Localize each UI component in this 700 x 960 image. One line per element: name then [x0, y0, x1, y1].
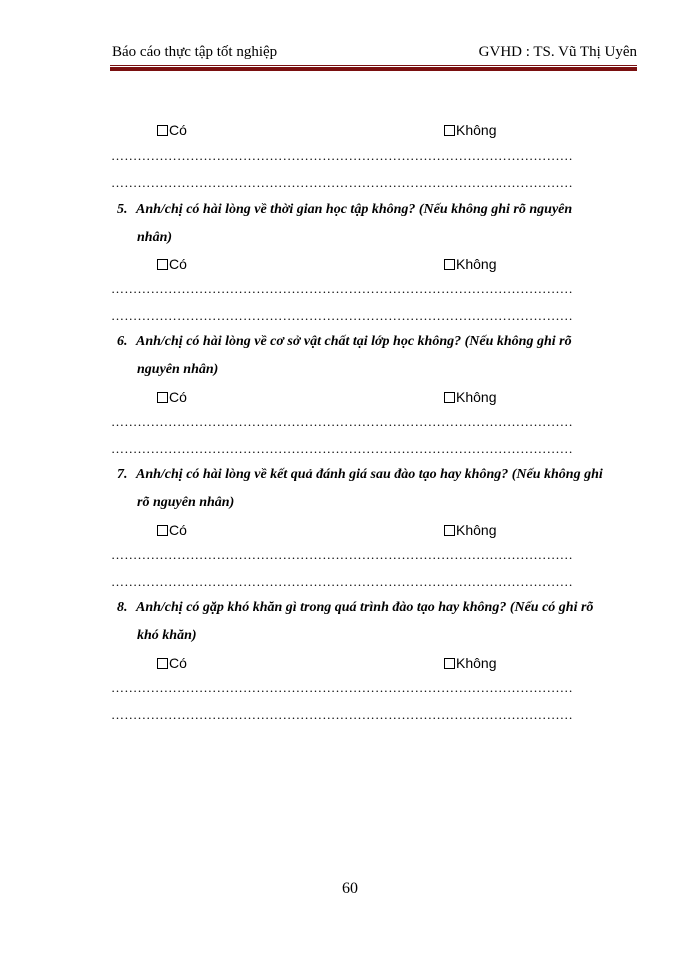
checkbox-icon — [157, 392, 168, 403]
option-yes[interactable]: Có — [157, 389, 187, 405]
option-no[interactable]: Không — [444, 655, 496, 671]
checkbox-icon — [444, 658, 455, 669]
checkbox-icon — [157, 259, 168, 270]
page-header — [112, 44, 637, 64]
question-text: Anh/chị có hài lòng về cơ sở vật chất tại lớp học không? (Nếu không ghi rõ — [136, 334, 572, 349]
answer-line[interactable]: …………………………………………………………………………………………… — [111, 149, 573, 163]
answer-line[interactable]: …………………………………………………………………………………………… — [111, 708, 573, 722]
question-text-cont: nhân) — [137, 230, 173, 245]
question-text: Anh/chị có gặp khó khăn gì trong quá trình đào tạo hay không? (Nếu có ghi rõ — [136, 600, 594, 615]
option-yes[interactable]: Có — [157, 256, 187, 272]
answer-line[interactable]: …………………………………………………………………………………………… — [111, 176, 573, 190]
option-no[interactable]: Không — [444, 256, 496, 272]
checkbox-icon — [444, 259, 455, 270]
answer-line[interactable]: …………………………………………………………………………………………… — [111, 442, 573, 456]
option-yes[interactable]: Có — [157, 122, 187, 138]
question-text-cont: khó khăn) — [137, 628, 197, 643]
option-no[interactable]: Không — [444, 122, 496, 138]
checkbox-icon — [157, 125, 168, 136]
checkbox-icon — [157, 525, 168, 536]
checkbox-icon — [444, 392, 455, 403]
page-number: 60 — [342, 880, 358, 897]
header-rule-thin — [110, 65, 637, 66]
answer-line[interactable]: …………………………………………………………………………………………… — [111, 282, 573, 296]
question-7: 7. Anh/chị có hài lòng về kết quả đánh giá sau đào tạo hay không? (Nếu không ghi rõ nguyên nhân) — [117, 461, 637, 517]
question-text: Anh/chị có hài lòng về kết quả đánh giá sau đào tạo hay không? (Nếu không ghi — [136, 467, 603, 482]
question-6: 6. Anh/chị có hài lòng về cơ sở vật chất tại lớp học không? (Nếu không ghi rõ nguyên nhân) — [117, 328, 637, 384]
question-5: 5. Anh/chị có hài lòng về thời gian học tập không? (Nếu không ghi rõ nguyên nhân) — [117, 196, 637, 252]
checkbox-icon — [444, 525, 455, 536]
answer-line[interactable]: …………………………………………………………………………………………… — [111, 681, 573, 695]
option-no[interactable]: Không — [444, 522, 496, 538]
answer-line[interactable]: …………………………………………………………………………………………… — [111, 548, 573, 562]
question-text-cont: nguyên nhân) — [137, 362, 219, 377]
header-title: Báo cáo thực tập tốt nghiệp — [112, 44, 278, 60]
question-text-cont: rõ nguyên nhân) — [137, 495, 235, 510]
checkbox-icon — [444, 125, 455, 136]
answer-line[interactable]: …………………………………………………………………………………………… — [111, 309, 573, 323]
answer-line[interactable]: …………………………………………………………………………………………… — [111, 575, 573, 589]
question-text: Anh/chị có hài lòng về thời gian học tập không? (Nếu không ghi rõ nguyên — [136, 202, 573, 217]
header-rule-thick — [110, 67, 637, 71]
answer-line[interactable]: …………………………………………………………………………………………… — [111, 415, 573, 429]
option-yes[interactable]: Có — [157, 522, 187, 538]
option-no[interactable]: Không — [444, 389, 496, 405]
checkbox-icon — [157, 658, 168, 669]
option-yes[interactable]: Có — [157, 655, 187, 671]
question-8: 8. Anh/chị có gặp khó khăn gì trong quá trình đào tạo hay không? (Nếu có ghi rõ khó khăn) — [117, 594, 637, 650]
header-supervisor: GVHD : TS. Vũ Thị Uyên — [478, 44, 637, 60]
